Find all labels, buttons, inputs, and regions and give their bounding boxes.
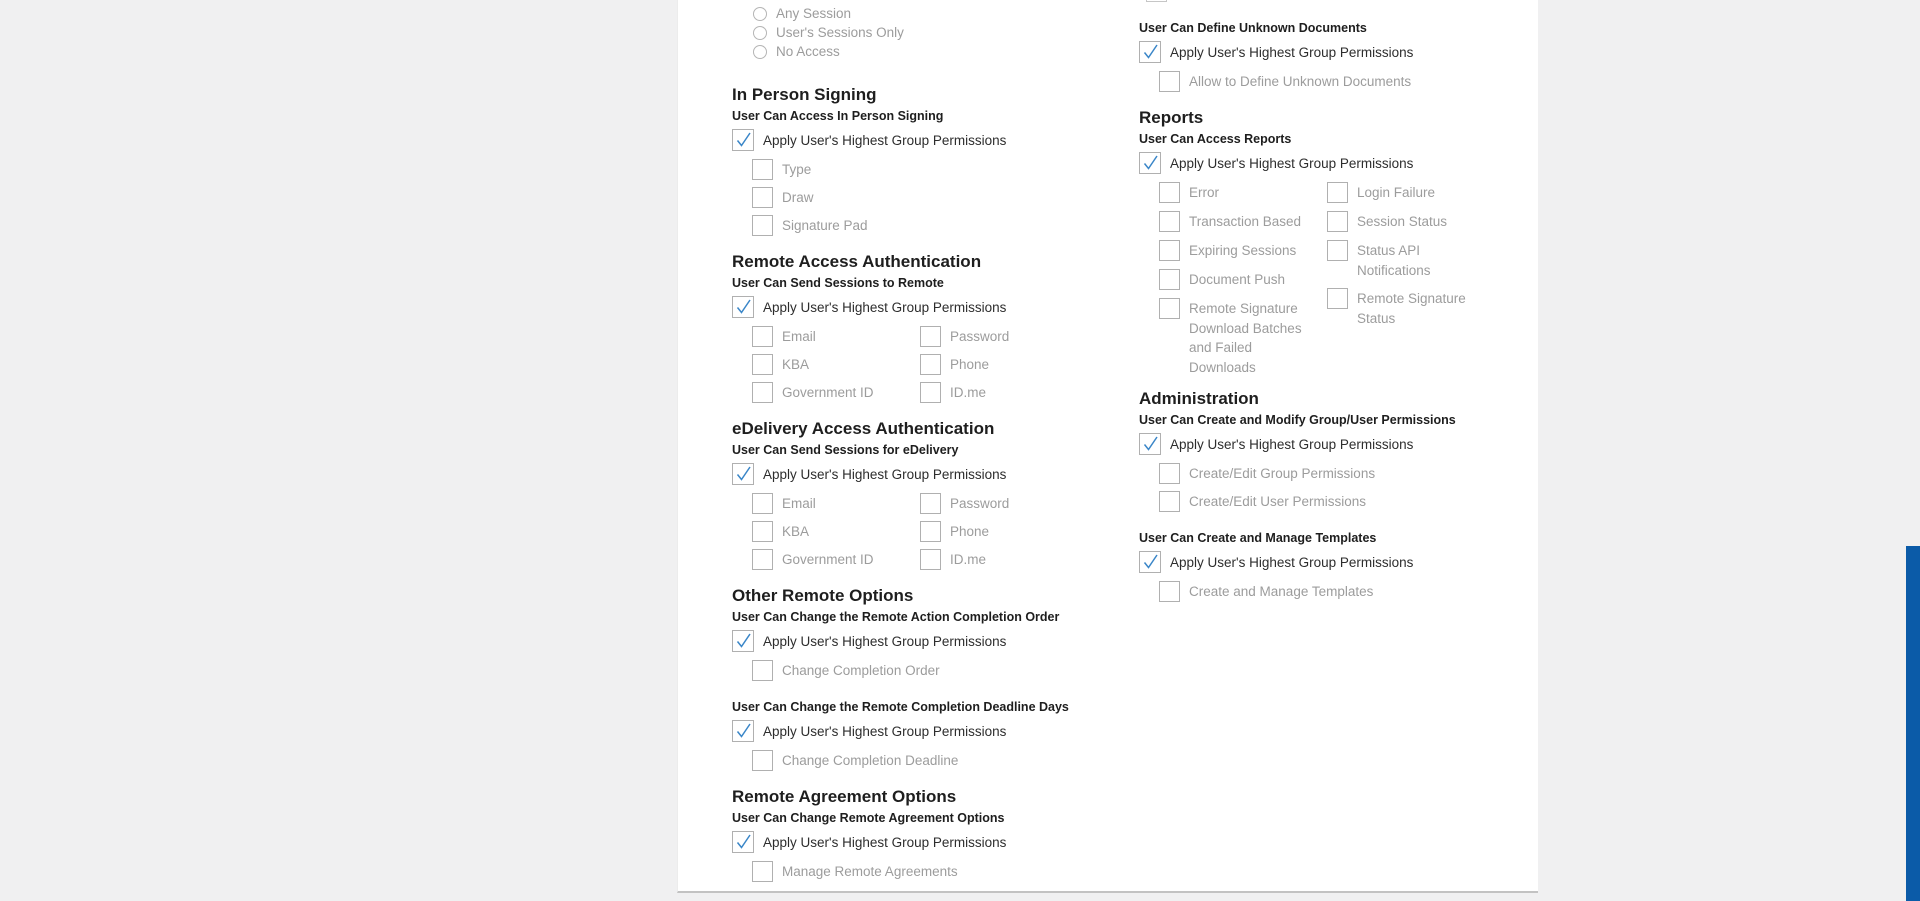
apply-highest-group-permissions-row	[732, 831, 1168, 853]
apply-highest-group-permissions-row	[1139, 433, 1479, 455]
radio-button-icon[interactable]	[753, 7, 767, 21]
apply-checkbox-label: Apply User's Highest Group Permissions	[1170, 555, 1414, 570]
option-label: Email	[782, 329, 816, 344]
auth-methods-column-1	[752, 493, 920, 570]
option-label: Remote Signature Status	[1357, 291, 1466, 326]
option-checkbox[interactable]	[1159, 463, 1180, 484]
option-checkbox[interactable]	[920, 382, 941, 403]
option-checkbox[interactable]	[1327, 240, 1348, 261]
radio-option-no-access[interactable]	[753, 42, 1168, 61]
option-row-type	[752, 159, 1168, 180]
option-row-error	[1159, 182, 1327, 203]
cutoff-checkbox	[1146, 0, 1167, 2]
radio-button-icon[interactable]	[753, 45, 767, 59]
option-label: Create and Manage Templates	[1189, 584, 1374, 599]
option-checkbox[interactable]	[752, 660, 773, 681]
apply-highest-group-permissions-row	[732, 720, 1168, 742]
checkmark-icon	[1145, 156, 1158, 169]
option-label: KBA	[782, 357, 810, 372]
option-checkbox[interactable]	[1159, 298, 1180, 319]
apply-checkbox-label: Apply User's Highest Group Permissions	[1170, 45, 1414, 60]
apply-checkbox-label: Apply User's Highest Group Permissions	[1170, 156, 1414, 171]
option-checkbox[interactable]	[1159, 240, 1180, 261]
checkmark-icon	[738, 300, 751, 313]
option-checkbox[interactable]	[752, 861, 773, 882]
apply-checkbox[interactable]	[1139, 41, 1161, 63]
option-row-idme	[920, 549, 1009, 570]
option-label: Password	[950, 496, 1010, 511]
radio-label: Any Session	[776, 6, 852, 21]
option-label: Create/Edit Group Permissions	[1189, 466, 1376, 481]
radio-option-any-session[interactable]	[753, 4, 1168, 23]
option-row-government-id	[752, 382, 920, 403]
option-row-email	[752, 326, 920, 347]
group-title-send-sessions-for-edelivery: User Can Send Sessions for eDelivery	[732, 443, 959, 457]
option-label: Government ID	[782, 552, 874, 567]
option-checkbox[interactable]	[1159, 182, 1180, 203]
group-title-create-modify-group-user-permissions: User Can Create and Modify Group/User Permissions	[1139, 413, 1456, 427]
option-checkbox[interactable]	[752, 354, 773, 375]
apply-highest-group-permissions-row	[732, 129, 1168, 151]
apply-checkbox-label: Apply User's Highest Group Permissions	[763, 634, 1007, 649]
option-label: Email	[782, 496, 816, 511]
report-types-grid	[1159, 182, 1479, 377]
option-row-document-push	[1159, 269, 1327, 290]
option-row-remote-signature-download-batches	[1159, 298, 1327, 377]
checkmark-icon	[1145, 45, 1158, 58]
apply-checkbox[interactable]	[732, 720, 754, 742]
section-title-in-person-signing: In Person Signing	[732, 85, 877, 104]
auth-methods-column-2	[920, 493, 1009, 570]
option-checkbox[interactable]	[1327, 288, 1348, 309]
option-checkbox[interactable]	[752, 549, 773, 570]
checkmark-icon	[738, 467, 751, 480]
radio-label: No Access	[776, 44, 840, 59]
option-label: ID.me	[950, 552, 987, 567]
option-row-phone	[920, 354, 1009, 375]
section-title-administration: Administration	[1139, 389, 1259, 408]
option-label: KBA	[782, 524, 810, 539]
checkmark-icon	[738, 724, 751, 737]
section-title-remote-agreement-options: Remote Agreement Options	[732, 787, 957, 806]
option-label: Create/Edit User Permissions	[1189, 494, 1367, 509]
option-checkbox[interactable]	[1159, 491, 1180, 512]
option-label: Change Completion Order	[782, 663, 940, 678]
scrollbar-thumb[interactable]	[1906, 546, 1920, 901]
checkmark-icon	[1145, 437, 1158, 450]
report-types-column-2	[1327, 182, 1469, 377]
option-checkbox[interactable]	[1159, 71, 1180, 92]
report-types-column-1	[1159, 182, 1327, 377]
apply-checkbox[interactable]	[732, 630, 754, 652]
option-label: Type	[782, 162, 812, 177]
left-column	[732, 0, 1168, 882]
option-checkbox[interactable]	[752, 187, 773, 208]
option-checkbox[interactable]	[1159, 269, 1180, 290]
option-row-signature-pad	[752, 215, 1168, 236]
option-checkbox[interactable]	[752, 215, 773, 236]
apply-highest-group-permissions-row	[1139, 152, 1479, 174]
option-checkbox[interactable]	[1159, 581, 1180, 602]
option-row-manage-remote-agreements	[752, 861, 1168, 882]
option-label: Phone	[950, 357, 990, 372]
option-row-status-api-notifications	[1327, 240, 1469, 280]
apply-checkbox-label: Apply User's Highest Group Permissions	[763, 300, 1007, 315]
option-label: Status API Notifications	[1357, 243, 1431, 278]
section-title-remote-access-authentication: Remote Access Authentication	[732, 252, 982, 271]
option-row-password	[920, 493, 1009, 514]
option-checkbox[interactable]	[920, 493, 941, 514]
radio-label: User's Sessions Only	[776, 25, 904, 40]
radio-option-users-sessions-only[interactable]	[753, 23, 1168, 42]
checkmark-icon	[738, 634, 751, 647]
apply-checkbox[interactable]	[1139, 551, 1161, 573]
option-checkbox[interactable]	[920, 326, 941, 347]
option-row-draw	[752, 187, 1168, 208]
apply-highest-group-permissions-row	[1139, 41, 1479, 63]
option-checkbox[interactable]	[1327, 211, 1348, 232]
option-checkbox[interactable]	[752, 493, 773, 514]
group-title-change-remote-completion-deadline-days: User Can Change the Remote Completion Deadline Days	[732, 700, 1069, 714]
option-row-phone	[920, 521, 1009, 542]
group-title-access-reports: User Can Access Reports	[1139, 132, 1292, 146]
option-label: Expiring Sessions	[1189, 243, 1297, 258]
option-checkbox[interactable]	[920, 549, 941, 570]
apply-checkbox[interactable]	[1139, 433, 1161, 455]
option-label: Password	[950, 329, 1010, 344]
option-row-expiring-sessions	[1159, 240, 1327, 261]
option-checkbox[interactable]	[752, 159, 773, 180]
group-title-access-in-person-signing: User Can Access In Person Signing	[732, 109, 944, 123]
option-row-idme	[920, 382, 1009, 403]
apply-checkbox[interactable]	[732, 129, 754, 151]
option-checkbox[interactable]	[1327, 182, 1348, 203]
auth-methods-column-1	[752, 326, 920, 403]
option-row-email	[752, 493, 920, 514]
option-checkbox[interactable]	[752, 750, 773, 771]
option-label: Error	[1189, 185, 1219, 200]
option-row-create-edit-group-permissions	[1159, 463, 1479, 484]
permissions-panel	[677, 0, 1538, 893]
apply-checkbox-label: Apply User's Highest Group Permissions	[763, 835, 1007, 850]
option-row-create-edit-user-permissions	[1159, 491, 1479, 512]
option-checkbox[interactable]	[752, 326, 773, 347]
checkmark-icon	[738, 133, 751, 146]
option-checkbox[interactable]	[1159, 211, 1180, 232]
apply-checkbox-label: Apply User's Highest Group Permissions	[763, 724, 1007, 739]
option-row-remote-signature-status	[1327, 288, 1469, 328]
option-label: Login Failure	[1357, 185, 1436, 200]
option-row-government-id	[752, 549, 920, 570]
option-label: Session Status	[1357, 214, 1448, 229]
auth-methods-grid	[752, 493, 1168, 570]
apply-checkbox[interactable]	[1139, 152, 1161, 174]
option-row-allow-define-unknown-documents	[1159, 71, 1479, 92]
option-label: Allow to Define Unknown Documents	[1189, 74, 1412, 89]
option-row-change-completion-deadline	[752, 750, 1168, 771]
option-label: Change Completion Deadline	[782, 753, 959, 768]
option-row-kba	[752, 521, 920, 542]
section-title-edelivery-access-authentication: eDelivery Access Authentication	[732, 419, 995, 438]
checkmark-icon	[738, 835, 751, 848]
group-title-define-unknown-documents: User Can Define Unknown Documents	[1139, 21, 1367, 35]
option-row-kba	[752, 354, 920, 375]
option-row-change-completion-order	[752, 660, 1168, 681]
option-label: Phone	[950, 524, 990, 539]
option-row-password	[920, 326, 1009, 347]
group-title-create-and-manage-templates: User Can Create and Manage Templates	[1139, 531, 1377, 545]
apply-highest-group-permissions-row	[732, 296, 1168, 318]
option-label: Transaction Based	[1189, 214, 1302, 229]
section-title-other-remote-options: Other Remote Options	[732, 586, 914, 605]
option-label: Government ID	[782, 385, 874, 400]
option-checkbox[interactable]	[752, 382, 773, 403]
option-checkbox[interactable]	[920, 354, 941, 375]
option-label: Manage Remote Agreements	[782, 864, 958, 879]
group-title-change-remote-action-completion-order: User Can Change the Remote Action Completion Order	[732, 610, 1060, 624]
right-column	[1139, 0, 1479, 602]
auth-methods-column-2	[920, 326, 1009, 403]
option-label: Document Push	[1189, 272, 1286, 287]
option-label: Draw	[782, 190, 814, 205]
auth-methods-grid	[752, 326, 1168, 403]
option-label: Signature Pad	[782, 218, 868, 233]
option-row-transaction-based	[1159, 211, 1327, 232]
group-title-change-remote-agreement-options: User Can Change Remote Agreement Options	[732, 811, 1005, 825]
apply-checkbox[interactable]	[732, 463, 754, 485]
option-row-login-failure	[1327, 182, 1469, 203]
apply-highest-group-permissions-row	[1139, 551, 1479, 573]
apply-checkbox-label: Apply User's Highest Group Permissions	[763, 467, 1007, 482]
apply-checkbox-label: Apply User's Highest Group Permissions	[1170, 437, 1414, 452]
apply-highest-group-permissions-row	[732, 463, 1168, 485]
option-label: ID.me	[950, 385, 987, 400]
apply-highest-group-permissions-row	[732, 630, 1168, 652]
session-access-radio-group	[732, 0, 1168, 61]
radio-button-icon[interactable]	[753, 26, 767, 40]
option-row-create-and-manage-templates	[1159, 581, 1479, 602]
checkmark-icon	[1145, 555, 1158, 568]
group-title-send-sessions-to-remote: User Can Send Sessions to Remote	[732, 276, 944, 290]
section-title-reports: Reports	[1139, 108, 1204, 127]
option-checkbox[interactable]	[752, 521, 773, 542]
apply-checkbox-label: Apply User's Highest Group Permissions	[763, 133, 1007, 148]
apply-checkbox[interactable]	[732, 296, 754, 318]
apply-checkbox[interactable]	[732, 831, 754, 853]
option-row-session-status	[1327, 211, 1469, 232]
option-label: Remote Signature Download Batches and Failed Downloads	[1189, 301, 1302, 375]
option-checkbox[interactable]	[920, 521, 941, 542]
